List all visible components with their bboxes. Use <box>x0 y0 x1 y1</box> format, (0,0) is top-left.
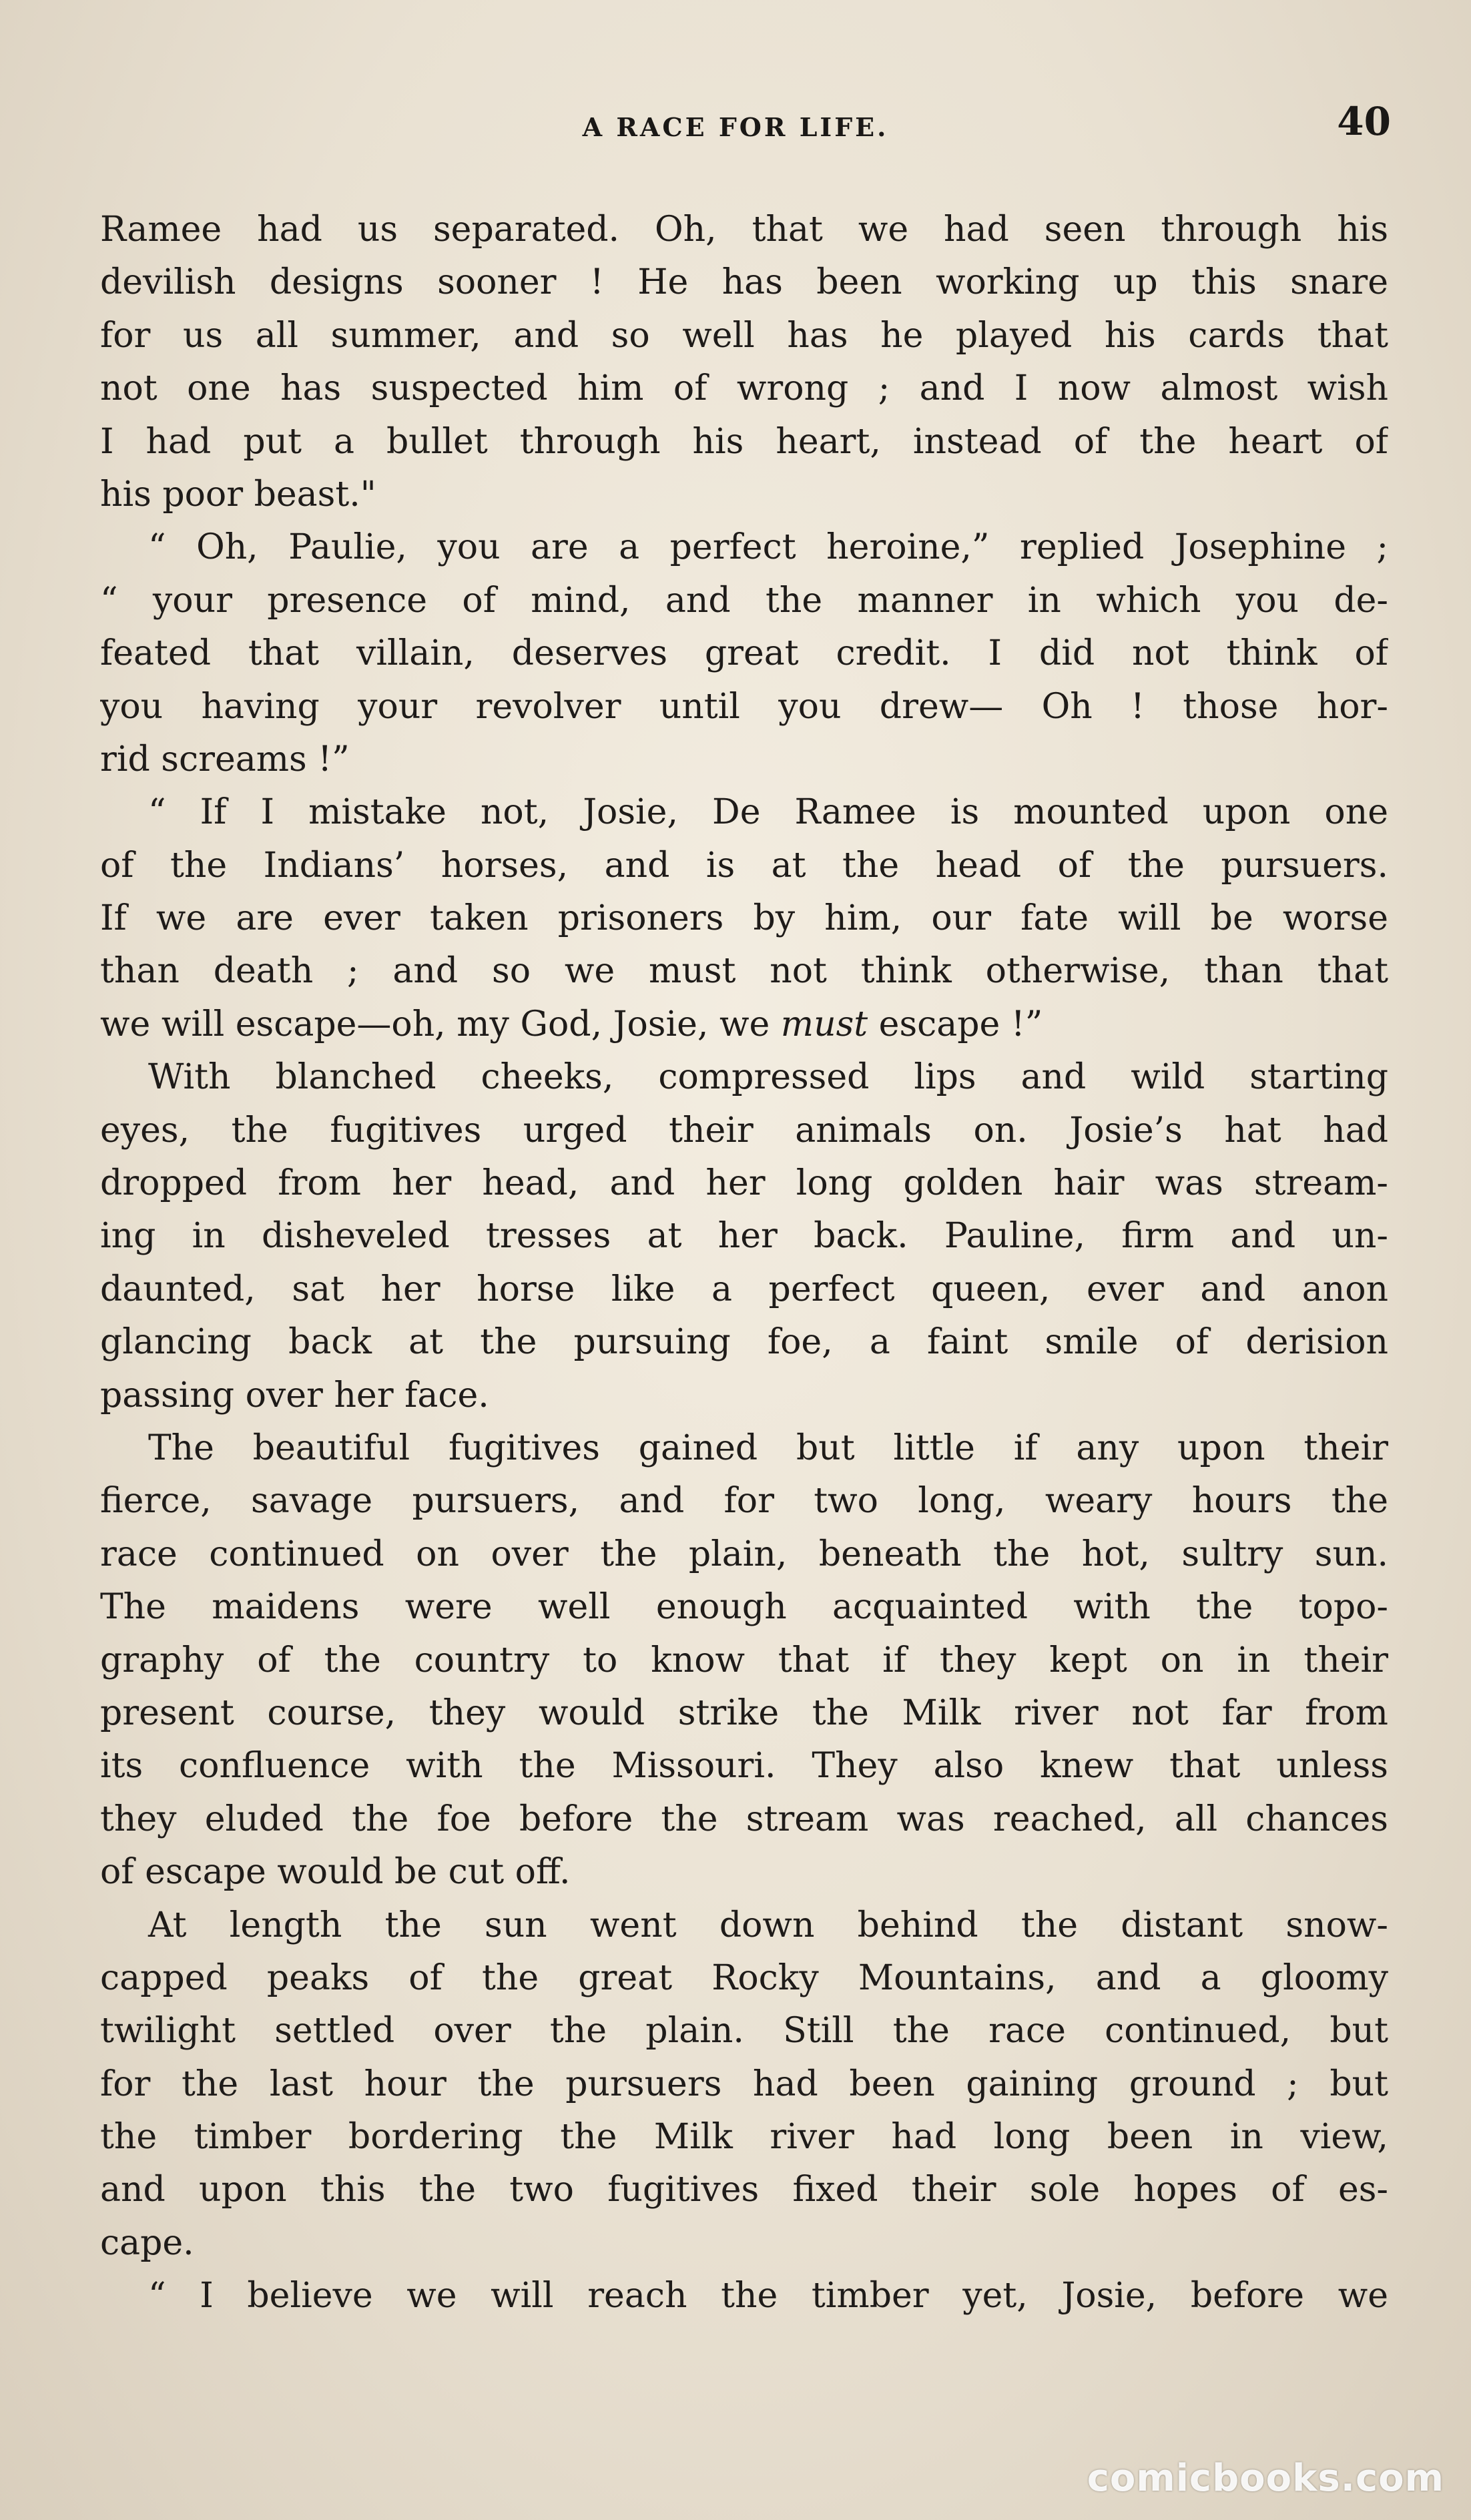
text-line: we will escape—oh, my God, Josie, we must escape !” <box>100 1004 1043 1044</box>
body-text <box>100 204 1388 2323</box>
text-line: Ramee had us separated. Oh, that we had seen through his <box>100 210 1388 250</box>
text-line: devilish designs sooner ! He has been working up this snare <box>100 262 1388 303</box>
text-line: I had put a bullet through his heart, instead of the heart of <box>100 421 1388 462</box>
text-line: they eluded the foe before the stream was reached, all chances <box>100 1799 1388 1839</box>
text-line: “ Oh, Paulie, you are a perfect heroine,” replied Josephine ; <box>148 527 1388 568</box>
text-line: The maidens were well enough acquainted with the topo- <box>100 1587 1388 1628</box>
text-line: eyes, the fugitives urged their animals on. Josie’s hat had <box>100 1110 1388 1151</box>
text-line: of escape would be cut off. <box>100 1852 571 1893</box>
text-line: If we are ever taken prisoners by him, our fate will be worse <box>100 898 1388 939</box>
text-line: than death ; and so we must not think otherwise, than that <box>100 951 1388 992</box>
text-line: “ I believe we will reach the timber yet, Josie, before we <box>148 2276 1388 2316</box>
text-line: his poor beast." <box>100 474 376 515</box>
text-line: The beautiful fugitives gained but little if any upon their <box>148 1428 1388 1468</box>
text-line: fierce, savage pursuers, and for two long, weary hours the <box>100 1481 1388 1522</box>
text-line: not one has suspected him of wrong ; and I now almost wish <box>100 368 1388 409</box>
text-line: daunted, sat her horse like a perfect queen, ever and anon <box>100 1269 1388 1309</box>
text-line: passing over her face. <box>100 1375 489 1415</box>
text-line: With blanched cheeks, compressed lips and wild starting <box>148 1057 1388 1098</box>
text-line: cape. <box>100 2222 194 2263</box>
text-line: glancing back at the pursuing foe, a faint smile of derision <box>100 1322 1388 1363</box>
running-title: A RACE FOR LIFE. <box>582 112 889 142</box>
text-line: dropped from her head, and her long golden hair was stream- <box>100 1163 1388 1204</box>
text-line: the timber bordering the Milk river had long been in view, <box>100 2117 1388 2158</box>
text-line: “ If I mistake not, Josie, De Ramee is mounted upon one <box>148 792 1388 833</box>
text-line: rid screams !” <box>100 739 350 779</box>
text-line: you having your revolver until you drew— Oh ! those hor- <box>100 686 1388 727</box>
text-line: ing in disheveled tresses at her back. Pauline, firm and un- <box>100 1216 1388 1257</box>
text-line: present course, they would strike the Milk river not far from <box>100 1692 1388 1733</box>
text-line: At length the sun went down behind the distant snow- <box>148 1905 1388 1945</box>
text-line: for the last hour the pursuers had been gaining ground ; but <box>100 2064 1388 2104</box>
text-line: graphy of the country to know that if they kept on in their <box>100 1640 1388 1680</box>
page-number: 40 <box>1337 99 1391 144</box>
text-line: feated that villain, deserves great credit. I did not think of <box>100 633 1388 674</box>
watermark: comicbooks.com <box>1087 2457 1444 2500</box>
text-line: its confluence with the Missouri. They also knew that unless <box>100 1746 1388 1787</box>
text-line: “ your presence of mind, and the manner in which you de- <box>100 580 1388 621</box>
text-line: twilight settled over the plain. Still the race continued, but <box>100 2011 1388 2052</box>
text-line: of the Indians’ horses, and is at the head of the pursuers. <box>100 845 1388 886</box>
text-line: race continued on over the plain, beneath the hot, sultry sun. <box>100 1534 1388 1574</box>
text-line: for us all summer, and so well has he played his cards that <box>100 315 1388 356</box>
text-line: and upon this the two fugitives fixed their sole hopes of es- <box>100 2170 1388 2210</box>
text-line: capped peaks of the great Rocky Mountains, and a gloomy <box>100 1957 1388 1998</box>
